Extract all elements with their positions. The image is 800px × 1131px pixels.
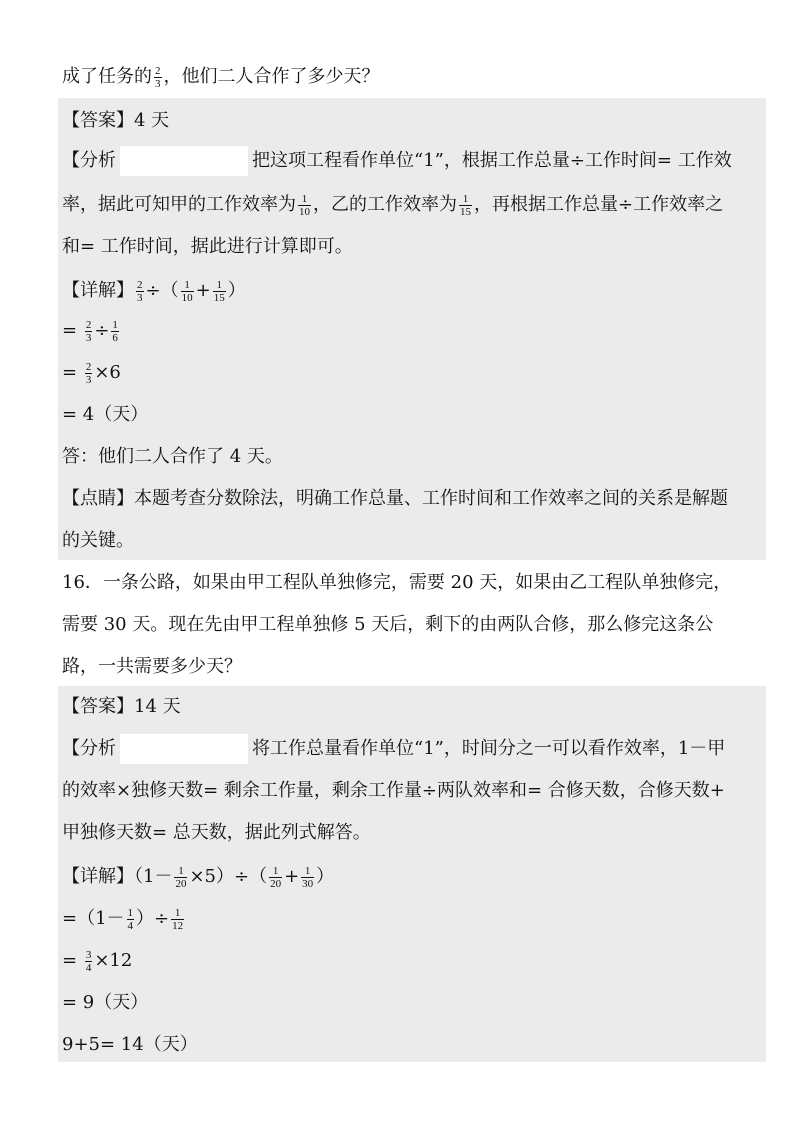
fraction-numerator: 1 bbox=[171, 907, 184, 920]
fraction-denominator: 3 bbox=[85, 373, 92, 386]
s15-tip-line-2: 的关键。 bbox=[62, 530, 134, 551]
s16-analysis-line-2: 的效率×独修天数= 剩余工作量，剩余工作量÷两队效率和= 合修天数，合修天数+ bbox=[62, 780, 725, 801]
fraction-numerator: 2 bbox=[85, 318, 92, 331]
q16-line-3: 路，一共需要多少天？ bbox=[62, 656, 242, 677]
s15-analysis-line-2 bbox=[62, 190, 764, 220]
analysis-label: 【分析 bbox=[62, 738, 116, 759]
fraction bbox=[174, 865, 187, 890]
text-segment: 率，据此可知甲的工作效率为 bbox=[62, 194, 296, 215]
text-segment: = bbox=[62, 320, 78, 341]
s16-detail-line-3 bbox=[62, 946, 764, 976]
fraction-numerator: 1 bbox=[298, 193, 311, 206]
text-segment: 将工作总量看作单位“1”，时间分之一可以看作效率，1－甲 bbox=[252, 738, 726, 759]
s16-detail-line-4: = 9（天） bbox=[62, 992, 149, 1013]
text-segment: + bbox=[195, 280, 211, 301]
text-segment: ） bbox=[227, 280, 246, 301]
fraction-numerator: 3 bbox=[85, 948, 92, 961]
text-segment: ÷（ bbox=[145, 280, 179, 301]
fraction-numerator: 1 bbox=[301, 865, 314, 878]
fraction-numerator: 2 bbox=[85, 360, 92, 373]
fraction bbox=[459, 193, 472, 218]
text-segment: 【详解】 bbox=[62, 280, 134, 301]
s15-answer: 【答案】4 天 bbox=[62, 110, 170, 131]
fraction-denominator: 20 bbox=[270, 877, 282, 890]
text-segment: 成了任务的 bbox=[62, 66, 152, 87]
s16-detail-line-1 bbox=[62, 862, 764, 892]
fraction bbox=[136, 279, 144, 304]
s16-analysis-line-1 bbox=[62, 734, 764, 764]
s15-detail-line-3 bbox=[62, 358, 764, 388]
fraction-denominator: 4 bbox=[127, 919, 134, 932]
fraction-numerator: 1 bbox=[174, 865, 187, 878]
fraction-denominator: 3 bbox=[85, 331, 92, 344]
fraction bbox=[213, 279, 226, 304]
s16-detail-line-5: 9+5= 14（天） bbox=[62, 1034, 198, 1055]
fraction-numerator: 2 bbox=[155, 64, 161, 77]
fraction-numerator: 1 bbox=[459, 193, 472, 206]
text-segment: ，再根据工作总量÷工作效率之 bbox=[474, 194, 724, 215]
text-segment: ×12 bbox=[94, 950, 133, 971]
text-segment: + bbox=[284, 866, 300, 887]
text-segment: ）÷ bbox=[136, 908, 170, 929]
fraction bbox=[85, 949, 93, 974]
s15-final-answer: 答：他们二人合作了 4 天。 bbox=[62, 446, 283, 467]
s15-analysis-line-1 bbox=[62, 146, 764, 176]
fraction-numerator: 1 bbox=[269, 865, 282, 878]
fraction bbox=[111, 319, 119, 344]
s15-tip-line-1: 【点睛】本题考查分数除法，明确工作总量、工作时间和工作效率之间的关系是解题 bbox=[62, 488, 728, 509]
text-segment: 【详解】 bbox=[62, 866, 134, 887]
fraction bbox=[181, 279, 194, 304]
fraction bbox=[269, 865, 282, 890]
s15-detail-line-2 bbox=[62, 316, 764, 346]
text-segment: 把这项工程看作单位“1”，根据工作总量÷工作时间= 工作效 bbox=[252, 150, 732, 171]
s15-detail-line-4: = 4（天） bbox=[62, 404, 149, 425]
redaction-box bbox=[120, 146, 248, 176]
fraction-denominator: 6 bbox=[112, 331, 118, 344]
s15-detail-line-1 bbox=[62, 276, 764, 306]
fraction-numerator: 1 bbox=[127, 906, 134, 919]
s16-analysis-line-3: 甲独修天数= 总天数，据此列式解答。 bbox=[62, 822, 371, 843]
fraction-denominator: 15 bbox=[460, 205, 471, 218]
fraction-numerator: 2 bbox=[137, 278, 143, 291]
text-segment: ×6 bbox=[94, 362, 121, 383]
fraction-denominator: 15 bbox=[213, 291, 225, 304]
fraction bbox=[171, 907, 184, 932]
fraction-denominator: 10 bbox=[299, 205, 310, 218]
fraction-denominator: 3 bbox=[155, 77, 161, 90]
fraction bbox=[127, 907, 135, 932]
fraction-denominator: 12 bbox=[172, 919, 184, 932]
q16-line-2: 需要 30 天。现在先由甲工程单独修 5 天后，剩下的由两队合修，那么修完这条公 bbox=[62, 614, 714, 635]
fraction-denominator: 30 bbox=[302, 877, 314, 890]
fraction bbox=[154, 65, 162, 90]
redaction-box bbox=[120, 734, 248, 764]
fraction bbox=[298, 193, 311, 218]
fraction bbox=[85, 361, 93, 386]
text-segment: ，乙的工作效率为 bbox=[313, 194, 457, 215]
fraction-numerator: 1 bbox=[181, 279, 194, 292]
fraction bbox=[85, 319, 93, 344]
text-segment: ） bbox=[316, 866, 335, 887]
fraction bbox=[301, 865, 314, 890]
fraction-numerator: 1 bbox=[213, 279, 226, 292]
analysis-label: 【分析 bbox=[62, 150, 116, 171]
text-segment: ，他们二人合作了多少天？ bbox=[163, 66, 380, 87]
q16-line-1: 16．一条公路，如果由甲工程队单独修完，需要 20 天，如果由乙工程队单独修完， bbox=[62, 572, 732, 593]
fraction-denominator: 20 bbox=[175, 877, 187, 890]
text-segment: ÷ bbox=[94, 320, 110, 341]
s16-detail-line-2 bbox=[62, 904, 764, 934]
text-segment: （1－ bbox=[134, 866, 173, 887]
s16-answer: 【答案】14 天 bbox=[62, 696, 181, 717]
fraction-denominator: 4 bbox=[85, 961, 92, 974]
text-segment: = bbox=[62, 362, 78, 383]
s15-analysis-line-3: 和= 工作时间，据此进行计算即可。 bbox=[62, 236, 353, 257]
fraction-numerator: 1 bbox=[112, 318, 118, 331]
fraction-denominator: 3 bbox=[137, 291, 143, 304]
fraction-denominator: 10 bbox=[181, 291, 193, 304]
text-segment: ×5）÷（ bbox=[189, 866, 268, 887]
q15-tail-line bbox=[62, 62, 764, 92]
text-segment: =（1－ bbox=[62, 908, 125, 929]
text-segment: = bbox=[62, 950, 78, 971]
